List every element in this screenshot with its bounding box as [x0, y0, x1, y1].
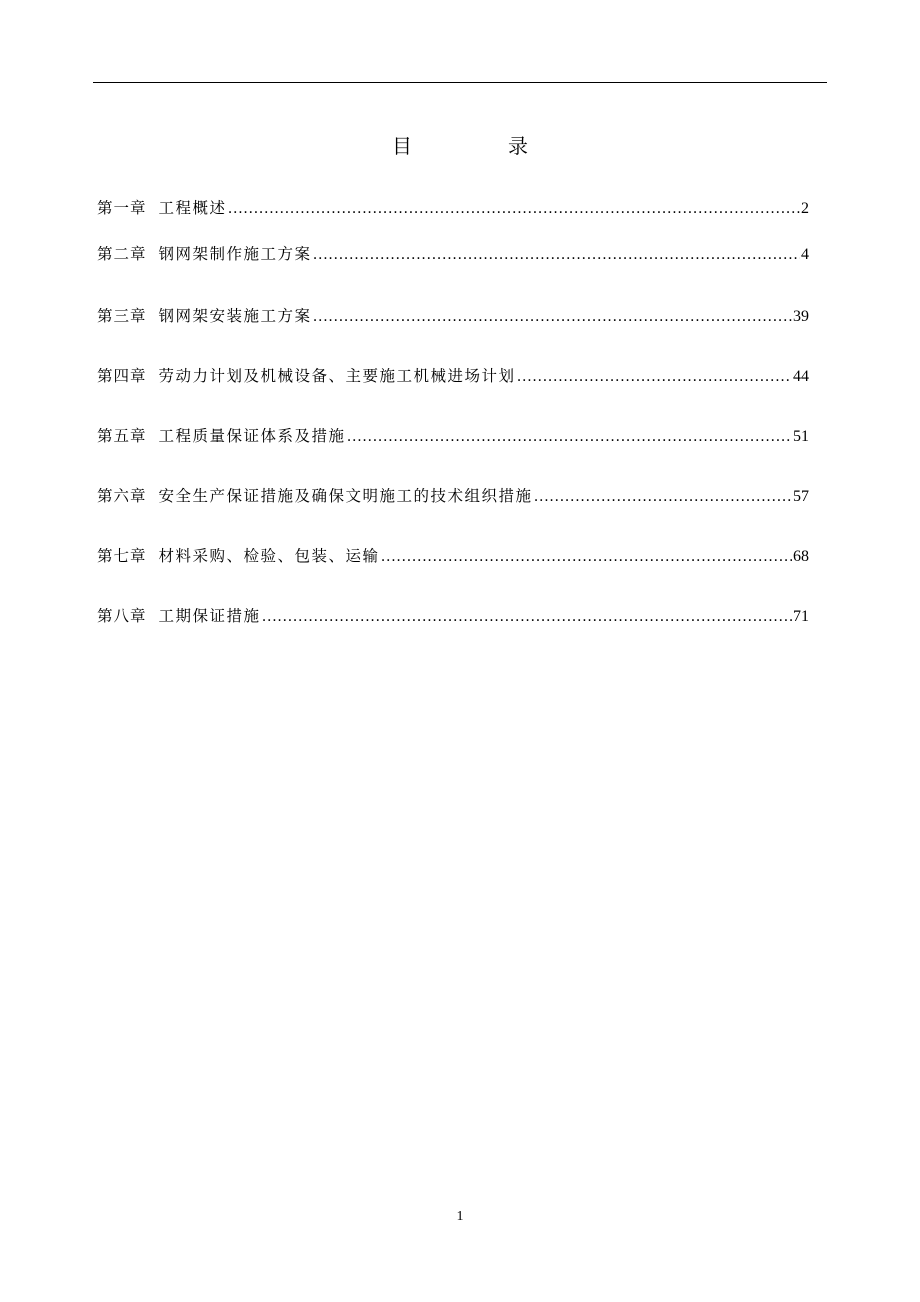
toc-heading: 钢网架制作施工方案: [158, 245, 312, 263]
toc-dot-leader: [228, 197, 800, 221]
toc-page-number: 51: [793, 428, 809, 445]
toc-title-char-2: 录: [508, 134, 528, 158]
toc-page-number: 68: [793, 548, 809, 565]
toc-dot-leader: [517, 365, 792, 389]
toc-title-char-1: 目: [392, 134, 412, 158]
toc-heading: 劳动力计划及机械设备、主要施工机械进场计划: [158, 367, 516, 385]
toc-page-number: 2: [801, 200, 809, 217]
toc-page-number: 39: [793, 308, 809, 325]
toc-dot-leader: [381, 545, 792, 569]
toc-entry-4[interactable]: [97, 364, 809, 388]
toc-entry-1[interactable]: [97, 196, 809, 220]
toc-dot-leader: [313, 305, 792, 329]
toc-entry-7[interactable]: [97, 544, 809, 568]
toc-heading: 安全生产保证措施及确保文明施工的技术组织措施: [158, 487, 533, 505]
toc-dot-leader: [262, 605, 792, 629]
toc-chapter-label: 第一章: [97, 199, 147, 217]
toc-heading: 工程质量保证体系及措施: [158, 427, 346, 445]
toc-entry-5[interactable]: [97, 424, 809, 448]
toc-list: [97, 0, 809, 700]
toc-page-number: 4: [801, 246, 809, 263]
toc-chapter-label: 第四章: [97, 367, 147, 385]
toc-heading: 工程概述: [158, 199, 227, 217]
toc-dot-leader: [534, 485, 792, 509]
toc-heading: 工期保证措施: [158, 607, 261, 625]
toc-chapter-label: 第五章: [97, 427, 147, 445]
toc-dot-leader: [347, 425, 792, 449]
toc-chapter-label: 第六章: [97, 487, 147, 505]
toc-heading: 材料采购、检验、包装、运输: [158, 547, 380, 565]
toc-entry-3[interactable]: [97, 304, 809, 328]
toc-entry-2[interactable]: [97, 242, 809, 266]
toc-chapter-label: 第八章: [97, 607, 147, 625]
toc-chapter-label: 第七章: [97, 547, 147, 565]
toc-entry-6[interactable]: [97, 484, 809, 508]
toc-page-number: 57: [793, 488, 809, 505]
toc-chapter-label: 第二章: [97, 245, 147, 263]
toc-page-number: 44: [793, 368, 809, 385]
toc-heading: 钢网架安装施工方案: [158, 307, 312, 325]
page-number: 1: [456, 1209, 464, 1224]
toc-dot-leader: [313, 243, 800, 267]
toc-chapter-label: 第三章: [97, 307, 147, 325]
toc-page-number: 71: [793, 608, 809, 625]
toc-entry-8[interactable]: [97, 604, 809, 628]
